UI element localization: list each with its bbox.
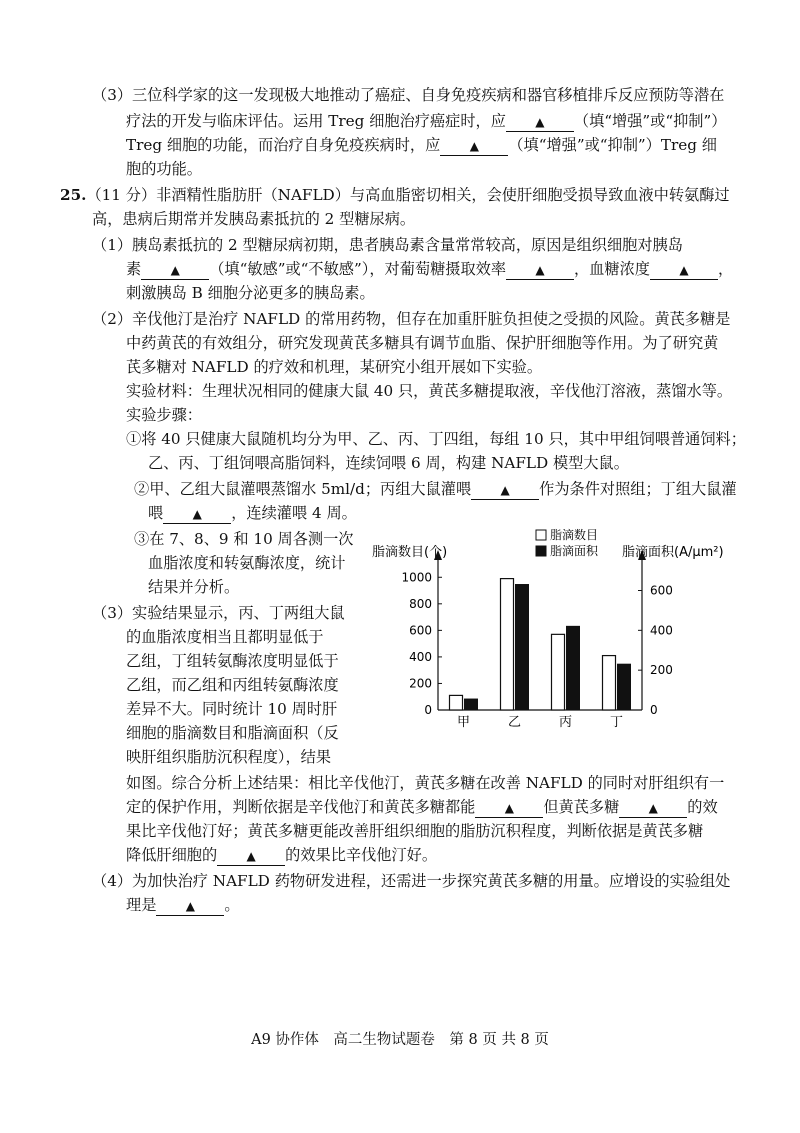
q25-p3-line10: 果比辛伐他汀好；黄芪多糖更能改善肝组织细胞的脂肪沉积程度，判断依据是黄芪多糖 [126,822,704,840]
q25-p3-line6: 细胞的脂滴数目和脂滴面积（反 [126,724,339,742]
legend-swatch-count [536,530,546,540]
q25-p3-line7: 映肝组织脂肪沉积程度），结果 [126,748,332,766]
q25-p4-line2: 理是 ▲ 。 [126,896,240,914]
q25-p3-line1: （3）实验结果显示，丙、丁两组大鼠 [92,604,345,622]
legend-label-count: 脂滴数目 [550,528,599,542]
answer-blank[interactable]: ▲ [217,846,285,866]
prev-q3-line2: 疗法的开发与临床评估。运用 Treg 细胞治疗癌症时，应 ▲ （填“增强”或“抑制”） [126,112,727,130]
q25-p2-line3: 芪多糖对 NAFLD 的疗效和机理，某研究小组开展如下实验。 [126,358,543,376]
q25-p2-line2: 中药黄芪的有效组分，研究发现黄芪多糖具有调节血脂、保护肝细胞等作用。为了研究黄 [126,334,719,352]
answer-blank[interactable]: ▲ [163,504,231,524]
prev-q3-line3: Treg 细胞的功能，而治疗自身免疫疾病时，应 ▲ （填“增强”或“抑制”）Treg 细 [126,136,717,154]
legend-label-area: 脂滴面积 [550,544,599,558]
q25-step3-line3: 结果并分析。 [148,578,240,596]
bar-lipid-area [567,626,580,710]
x-category-label: 乙 [507,715,522,730]
answer-blank[interactable]: ▲ [141,260,209,280]
q25-p3-line5: 差异不大。同时统计 10 周时肝 [126,700,338,718]
bar-lipid-count [450,695,463,710]
q25-p3-line4: 乙组，而乙组和丙组转氨酶浓度 [126,676,339,694]
left-axis-label: 脂滴数目(个) [372,545,448,560]
x-category-label: 甲 [456,715,471,730]
q25-p3-line9: 定的保护作用，判断依据是辛伐他汀和黄芪多糖都能 ▲ 但黄芪多糖 ▲ 的效 [126,798,718,816]
x-category-label: 丁 [609,715,624,730]
right-axis-label: 脂滴面积(A/μm²) [622,545,724,560]
answer-blank[interactable]: ▲ [156,896,224,916]
q25-intro-line1: 25.（11 分）非酒精性脂肪肝（NAFLD）与高血脂密切相关，会使肝细胞受损导致血液中转氨酶过 [60,186,730,204]
q25-p1-line2: 素 ▲ （填“敏感”或“不敏感”），对葡萄糖摄取效率 ▲ ，血糖浓度 ▲ ， [126,260,734,278]
legend-swatch-area [536,546,546,556]
q25-step2-line1: ②甲、乙组大鼠灌喂蒸馏水 5ml/d；丙组大鼠灌喂 ▲ 作为条件对照组；丁组大鼠灌 [134,480,737,498]
right-tick-label: 200 [650,663,673,678]
page-footer: A9 协作体 高二生物试题卷 第 8 页 共 8 页 [251,1032,549,1048]
right-tick-label: 400 [650,623,673,638]
q25-p3-line8: 如图。综合分析上述结果：相比辛伐他汀，黄芪多糖在改善 NAFLD 的同时对肝组织有一 [126,774,725,792]
q25-p2-materials: 实验材料：生理状况相同的健康大鼠 40 只，黄芪多糖提取液，辛伐他汀溶液，蒸馏水等。 [126,382,733,400]
bar-lipid-area [516,585,529,710]
prev-q3-line4: 胞的功能。 [126,160,202,178]
answer-blank[interactable]: ▲ [619,798,687,818]
left-tick-label: 200 [409,676,432,691]
left-tick-label: 400 [409,649,432,664]
q25-step1-line2: 乙、丙、丁组饲喂高脂饲料，连续饲喂 6 周，构建 NAFLD 模型大鼠。 [148,454,629,472]
q25-p3-line3: 乙组，丁组转氨酶浓度明显低于 [126,652,339,670]
answer-blank[interactable]: ▲ [440,136,508,156]
left-tick-label: 0 [424,703,432,717]
right-tick-label: 0 [650,703,658,717]
q25-intro-line2: 高，患病后期常并发胰岛素抵抗的 2 型糖尿病。 [92,210,416,228]
answer-blank[interactable]: ▲ [475,798,543,818]
lipid-droplet-bar-chart [360,512,760,752]
left-tick-label: 800 [409,596,432,611]
q25-p3-line2: 的血脂浓度相当且都明显低于 [126,628,324,646]
answer-blank[interactable]: ▲ [650,260,718,280]
q25-p1-line3: 刺激胰岛 B 细胞分泌更多的胰岛素。 [126,284,375,302]
q25-step2-line2: 喂 ▲ ，连续灌喂 4 周。 [148,504,357,522]
q25-p2-line1: （2）辛伐他汀是治疗 NAFLD 的常用药物，但存在加重肝脏负担使之受损的风险。黄芪多糖是 [92,310,731,328]
prev-q3-line1: （3）三位科学家的这一发现极大地推动了癌症、自身免疫疾病和器官移植排斥反应预防等潜在 [92,86,725,104]
q25-p3-line11: 降低肝细胞的 ▲ 的效果比辛伐他汀好。 [126,846,437,864]
bar-lipid-count [501,579,514,710]
right-tick-label: 600 [650,583,673,598]
q25-p1-line1: （1）胰岛素抵抗的 2 型糖尿病初期，患者胰岛素含量常常较高，原因是组织细胞对胰岛 [92,236,683,254]
q25-p2-steps-label: 实验步骤： [126,406,202,424]
bar-lipid-area [465,699,478,710]
x-category-label: 丙 [558,715,573,730]
q25-step3-line1: ③在 7、8、9 和 10 周各测一次 [134,530,354,548]
answer-blank[interactable]: ▲ [471,480,539,500]
bar-lipid-area [618,664,631,710]
left-tick-label: 1000 [401,570,432,585]
answer-blank[interactable]: ▲ [506,112,574,132]
q25-step1-line1: ①将 40 只健康大鼠随机均分为甲、乙、丙、丁四组，每组 10 只，其中甲组饲喂普通饲料； [126,430,746,448]
q25-p4-line1: （4）为加快治疗 NAFLD 药物研发进程，还需进一步探究黄芪多糖的用量。应增设的实验组处 [92,872,731,890]
q25-step3-line2: 血脂浓度和转氨酶浓度，统计 [148,554,346,572]
bar-lipid-count [552,634,565,710]
left-tick-label: 600 [409,623,432,638]
bar-lipid-count [603,656,616,710]
question-number: 25. [60,186,87,204]
answer-blank[interactable]: ▲ [506,260,574,280]
